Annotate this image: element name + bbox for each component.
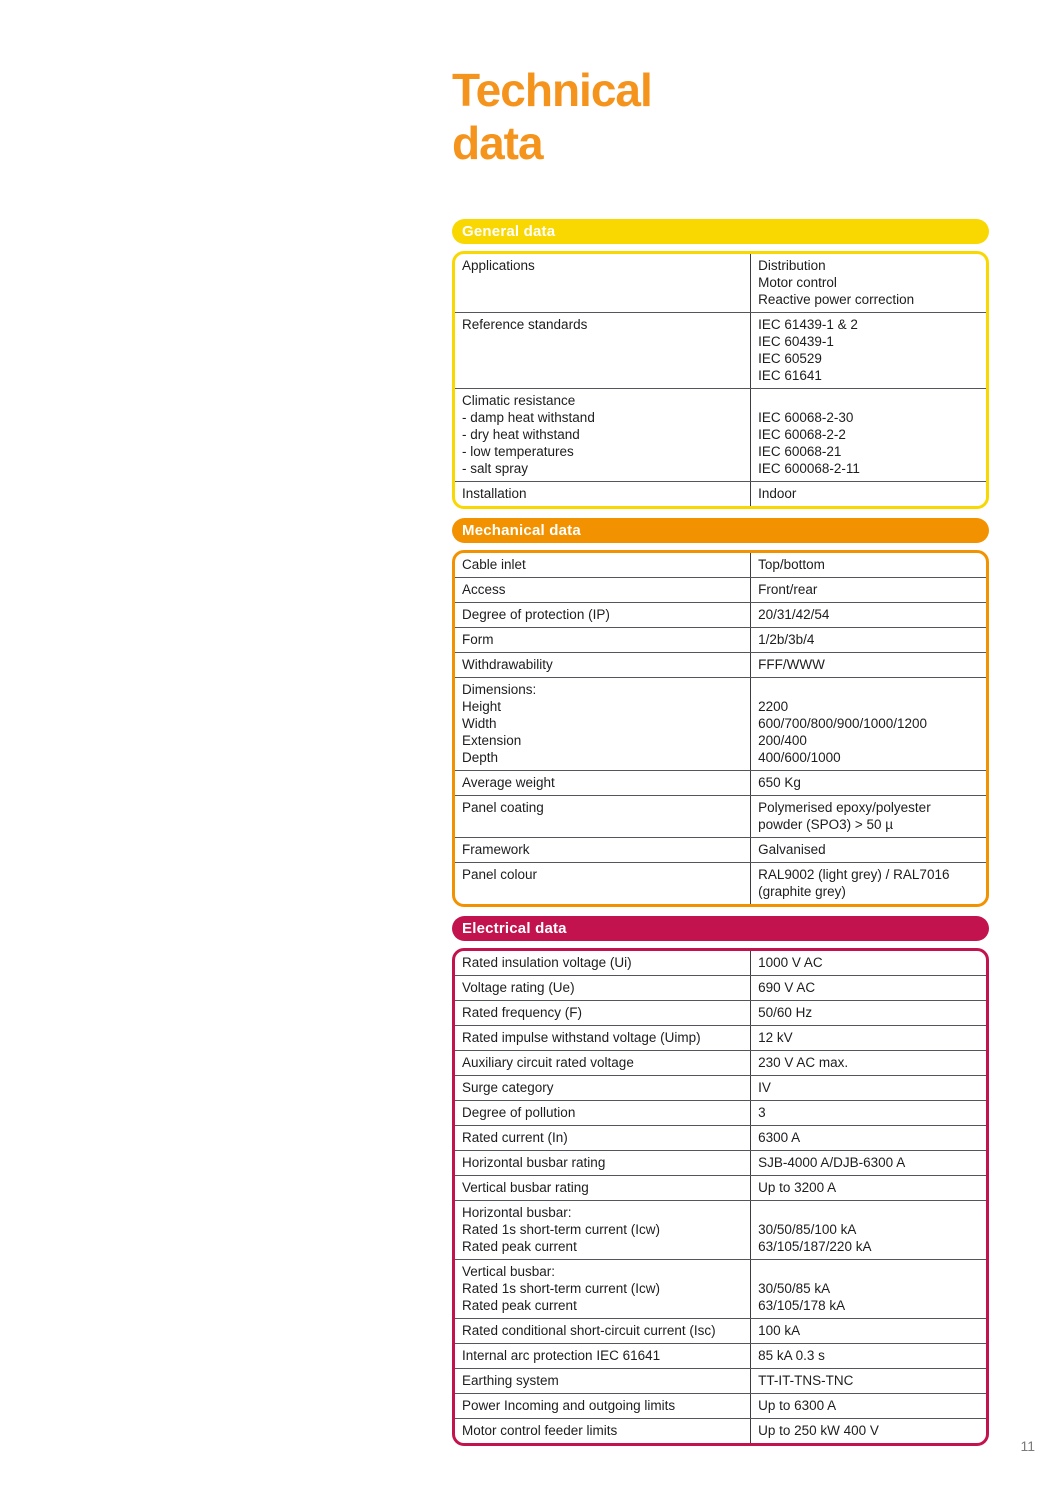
label-cell: Form [455, 628, 751, 653]
table-row [455, 1369, 986, 1394]
value-cell: 650 Kg [751, 771, 986, 796]
label-cell: Degree of protection (IP) [455, 603, 751, 628]
value-cell: Up to 6300 A [751, 1394, 986, 1419]
label-cell: Internal arc protection IEC 61641 [455, 1344, 751, 1369]
section-header-mechanical-data: Mechanical data [452, 518, 989, 543]
value-cell: 2200 600/700/800/900/1000/1200 200/400 400/600/1000 [751, 678, 986, 771]
value-cell: 690 V AC [751, 976, 986, 1001]
value-cell: Up to 3200 A [751, 1176, 986, 1201]
table-row [455, 653, 986, 678]
value-cell: 230 V AC max. [751, 1051, 986, 1076]
table-row [455, 578, 986, 603]
value-cell: 30/50/85/100 kA 63/105/187/220 kA [751, 1201, 986, 1260]
label-cell: Horizontal busbar: Rated 1s short-term current (Icw) Rated peak current [455, 1201, 751, 1260]
table-row [455, 254, 986, 313]
table-row [455, 603, 986, 628]
label-cell: Motor control feeder limits [462, 1423, 618, 1438]
table-row [455, 1126, 986, 1151]
value-cell: Galvanised [751, 838, 986, 863]
value-cell: 1000 V AC [751, 951, 986, 976]
label-cell: Average weight [455, 771, 751, 796]
page-title-line-2: data [452, 117, 543, 169]
label-cell: Vertical busbar: Rated 1s short-term current (Icw) Rated peak current [455, 1260, 751, 1319]
value-cell: Distribution Motor control Reactive power correction [751, 254, 986, 313]
table-row [455, 1101, 986, 1126]
value-cell: IEC 61439-1 & 2 IEC 60439-1 IEC 60529 IEC 61641 [751, 313, 986, 389]
label-cell: Power Incoming and outgoing limits [455, 1394, 751, 1419]
label-cell: Horizontal busbar rating [455, 1151, 751, 1176]
section-header-general-data: General data [452, 219, 989, 244]
value-cell: Indoor [751, 482, 986, 507]
value-cell: IV [751, 1076, 986, 1101]
label-cell: Rated conditional short-circuit current (Isc) [455, 1319, 751, 1344]
value-cell: 85 kA 0.3 s [751, 1344, 986, 1369]
table-row [455, 482, 986, 507]
label-cell: Auxiliary circuit rated voltage [455, 1051, 751, 1076]
label-cell: Installation [462, 486, 527, 501]
table-row [455, 553, 986, 578]
content-column [452, 64, 989, 1455]
label-cell: Panel coating [455, 796, 751, 838]
table-row [455, 838, 986, 863]
label-cell: Framework [455, 838, 751, 863]
value-cell: 100 kA [751, 1319, 986, 1344]
table-row [455, 796, 986, 838]
value-cell: 50/60 Hz [751, 1001, 986, 1026]
value-cell: SJB-4000 A/DJB-6300 A [751, 1151, 986, 1176]
table-row [455, 976, 986, 1001]
label-cell: Panel colour [462, 867, 538, 882]
table-row [455, 771, 986, 796]
table-row [455, 1076, 986, 1101]
value-cell: FFF/WWW [751, 653, 986, 678]
label-cell: Voltage rating (Ue) [455, 976, 751, 1001]
table-row [455, 1176, 986, 1201]
label-cell: Reference standards [455, 313, 751, 389]
label-cell: Rated frequency (F) [455, 1001, 751, 1026]
table-row [455, 1051, 986, 1076]
value-cell: Front/rear [751, 578, 986, 603]
value-cell: 12 kV [751, 1026, 986, 1051]
value-cell: 6300 A [751, 1126, 986, 1151]
table-row [455, 1026, 986, 1051]
label-cell: Rated current (In) [455, 1126, 751, 1151]
label-cell: Surge category [455, 1076, 751, 1101]
table-row [455, 1201, 986, 1260]
label-cell: Rated impulse withstand voltage (Uimp) [455, 1026, 751, 1051]
mechanical-data-table [452, 550, 989, 907]
label-cell: Climatic resistance - damp heat withstand - dry heat withstand - low temperatures - salt spray [455, 389, 751, 482]
value-cell: Top/bottom [751, 553, 986, 578]
page-title [452, 64, 989, 170]
page-number: 11 [1020, 1438, 1035, 1454]
table-row [455, 1260, 986, 1319]
label-cell: Access [455, 578, 751, 603]
table-row [455, 313, 986, 389]
table-row [455, 1319, 986, 1344]
value-cell: 3 [751, 1101, 986, 1126]
electrical-data-table [452, 948, 989, 1446]
general-data-table [452, 251, 989, 509]
table-row [455, 1419, 986, 1444]
label-cell: Applications [455, 254, 751, 313]
label-cell: Vertical busbar rating [455, 1176, 751, 1201]
section-header-electrical-data: Electrical data [452, 916, 989, 941]
value-cell: IEC 60068-2-30 IEC 60068-2-2 IEC 60068-21 IEC 600068-2-11 [751, 389, 986, 482]
value-cell: 20/31/42/54 [751, 603, 986, 628]
value-cell: RAL9002 (light grey) / RAL7016 (graphite grey) [751, 863, 986, 905]
table-row [455, 1151, 986, 1176]
label-cell: Cable inlet [455, 553, 751, 578]
table-row [455, 1394, 986, 1419]
value-cell: 30/50/85 kA 63/105/178 kA [751, 1260, 986, 1319]
value-cell: 1/2b/3b/4 [751, 628, 986, 653]
label-cell: Degree of pollution [455, 1101, 751, 1126]
page-title-line-1: Technical [452, 64, 652, 116]
value-cell: TT-IT-TNS-TNC [751, 1369, 986, 1394]
table-row [455, 678, 986, 771]
table-row [455, 1344, 986, 1369]
table-row [455, 863, 986, 905]
table-row [455, 951, 986, 976]
label-cell: Earthing system [455, 1369, 751, 1394]
value-cell: Polymerised epoxy/polyester powder (SPO3) > 50 µ [751, 796, 986, 838]
label-cell: Withdrawability [455, 653, 751, 678]
table-row [455, 628, 986, 653]
label-cell: Dimensions: Height Width Extension Depth [455, 678, 751, 771]
value-cell: Up to 250 kW 400 V [751, 1419, 986, 1444]
table-row [455, 1001, 986, 1026]
table-row [455, 389, 986, 482]
label-cell: Rated insulation voltage (Ui) [455, 951, 751, 976]
